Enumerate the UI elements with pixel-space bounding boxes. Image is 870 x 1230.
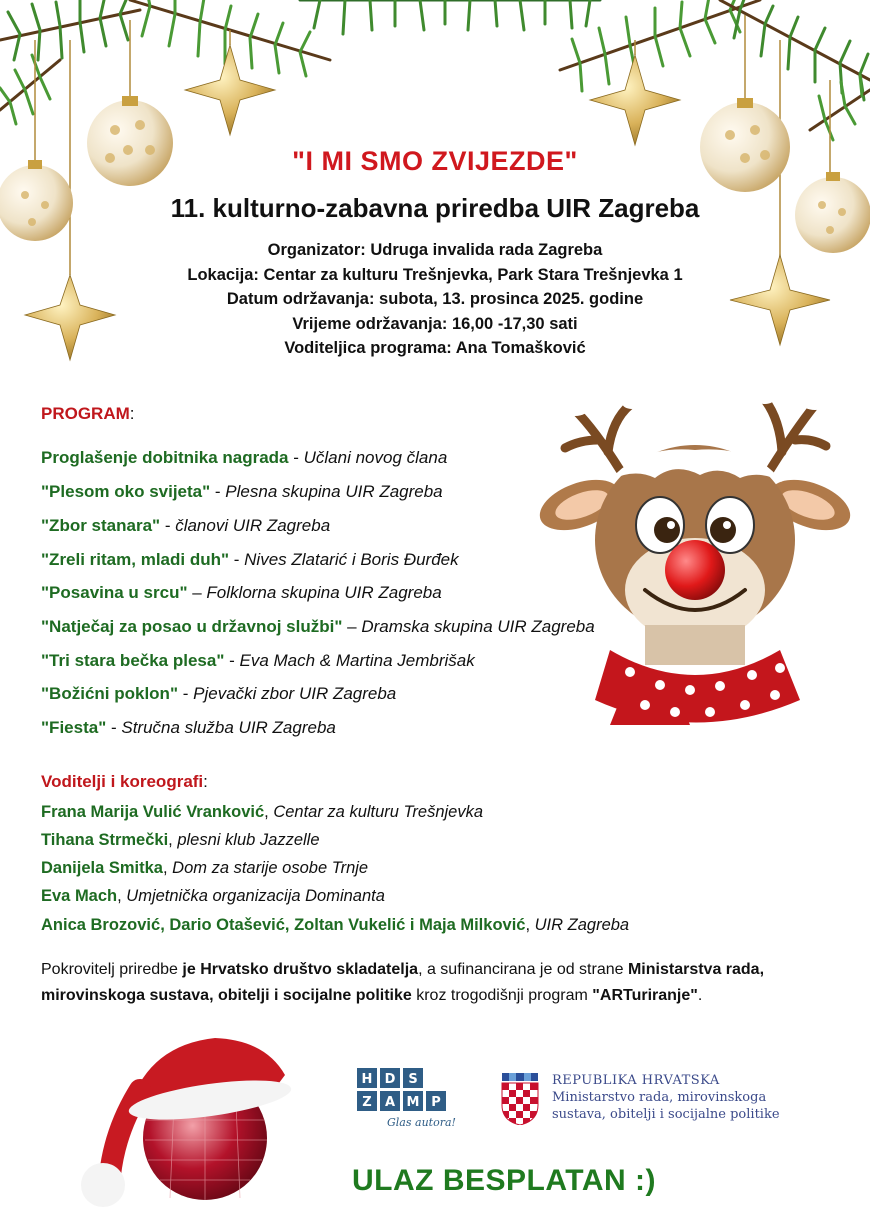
info-organizer: Organizator: Udruga invalida rada Zagreba [267,241,603,259]
hds-letter: S [408,1072,418,1087]
hds-letter: H [361,1072,373,1087]
program-item: "Fiesta" - Stručna služba UIR Zagreba [41,718,336,737]
program-item: "Plesom oko svijeta" - Plesna skupina UIR Zagreba [41,482,443,501]
ministry-logo-text [552,1072,780,1123]
free-entry-text: ULAZ BESPLATAN :) [352,1164,657,1197]
leaders-heading: Voditelji i koreografi: [41,772,208,791]
info-date: Datum održavanja: subota, 13. prosinca 2025. godine [226,290,644,308]
event-info [0,238,870,361]
hds-letter: M [406,1095,420,1110]
program-item: "Posavina u srcu" – Folklorna skupina UIR Zagreba [41,583,442,602]
leader-item: Eva Mach, Umjetnička organizacija Dominanta [41,887,385,905]
hds-slogan: Glas autora! [387,1116,456,1129]
hds-letter: P [431,1095,441,1110]
program-item: "Natječaj za posao u državnoj službi" – Dramska skupina UIR Zagreba [41,617,595,636]
sponsor-paragraph: Pokrovitelj priredbe je Hrvatsko društvo skladatelja, a sufinancirana je od strane Ministarstva rada, mirovinskoga sustava, obitelji i socijalne politike kroz trogodišnji program "ARTuriranje". [41,961,765,1004]
event-subtitle: 11. kulturno-zabavna priredba UIR Zagreba [170,193,700,223]
ministry-country: REPUBLIKA HRVATSKA [552,1073,720,1088]
bauble-strings [35,15,830,275]
hds-letter: Z [362,1095,372,1110]
info-host: Voditeljica programa: Ana Tomašković [284,339,586,357]
hds-letter: A [384,1095,396,1110]
santa-hat-disco-ball [81,1038,293,1207]
leader-item: Frana Marija Vulić Vranković, Centar za kulturu Trešnjevka [41,803,484,821]
hds-zamp-logo [357,1068,462,1130]
leader-item: Danijela Smitka, Dom za starije osobe Trnje [41,859,369,877]
croatian-coat-of-arms-icon [500,1073,540,1125]
ministry-name-line1: Ministarstvo rada, mirovinskoga [552,1090,767,1105]
reindeer-illustration [533,392,857,725]
leader-item: Tihana Strmečki, plesni klub Jazzelle [41,831,320,849]
program-item: "Zbor stanara" - članovi UIR Zagreba [41,516,331,535]
leader-item: Anica Brozović, Dario Otašević, Zoltan Vukelić i Maja Milković, UIR Zagreba [41,916,630,934]
hds-letter: D [384,1072,396,1087]
info-time: Vrijeme održavanja: 16,00 -17,30 sati [292,314,578,333]
info-location: Lokacija: Centar za kulturu Trešnjevka, Park Stara Trešnjevka 1 [187,265,683,284]
event-title: "I MI SMO ZVIJEZDE" [292,146,578,176]
program-item: Proglašenje dobitnika nagrada - Učlani novog člana [41,448,448,467]
ministry-name-line2: sustava, obitelji i socijalne politike [552,1107,780,1122]
program-item: "Božićni poklon" - Pjevački zbor UIR Zagreba [41,684,397,703]
program-heading: PROGRAM: [41,404,135,423]
fir-branch-garland [0,0,870,140]
program-item: "Zreli ritam, mladi duh" - Nives Zlatarić i Boris Đurđek [41,550,459,569]
program-item: "Tri stara bečka plesa" - Eva Mach & Martina Jembrišak [41,651,475,670]
